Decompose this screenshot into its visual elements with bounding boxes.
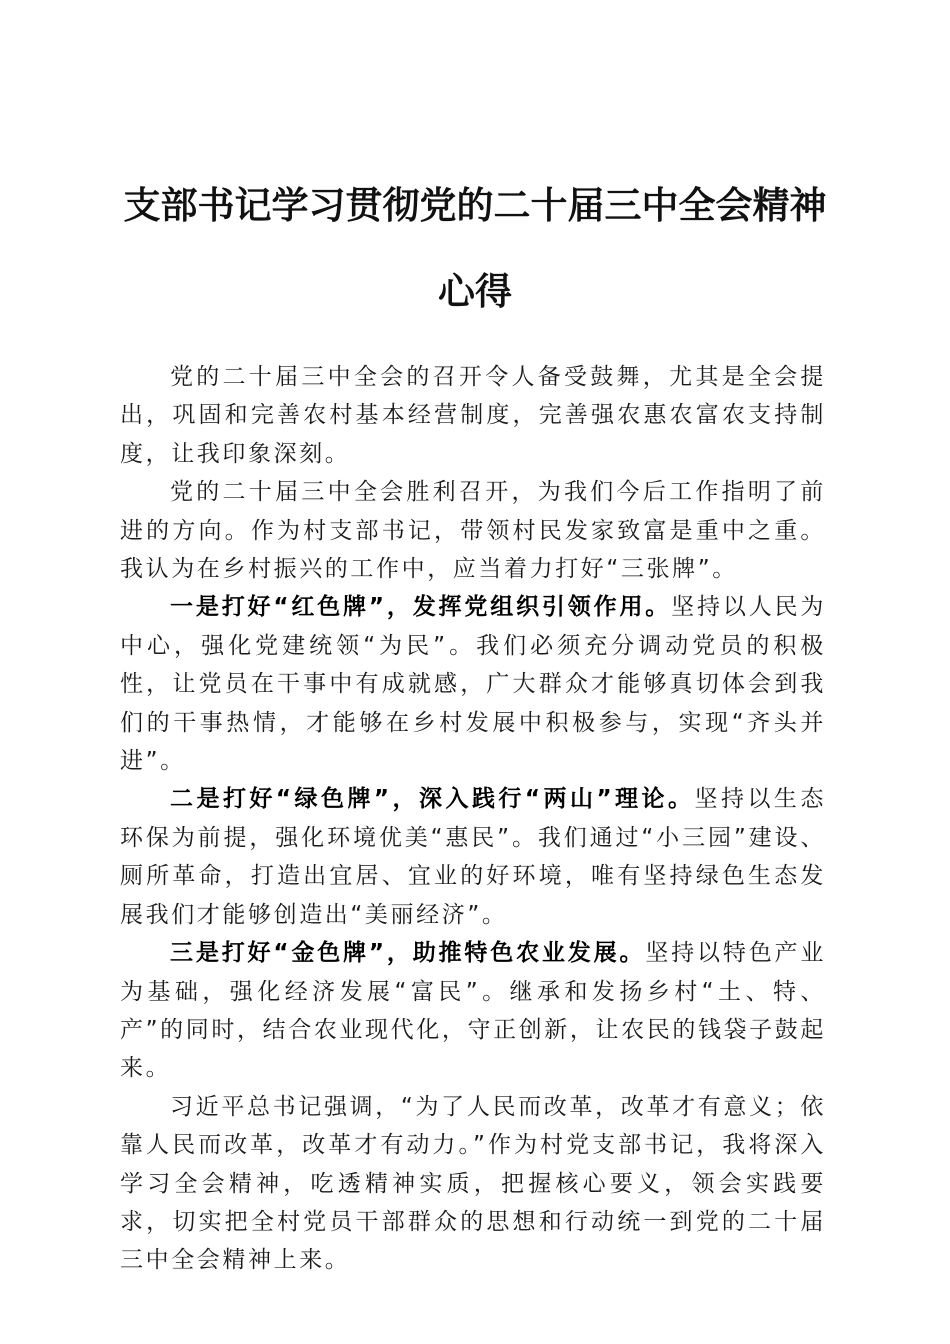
paragraph-1-text: 党的二十届三中全会的召开令人备受鼓舞，尤其是全会提出，巩固和完善农村基本经营制度，完善强农惠农富农支持制度，让我印象深刻。 (120, 364, 826, 467)
paragraph-3 (120, 588, 826, 780)
paragraph-6-text: 习近平总书记强调，“为了人民而改革，改革才有意义；依靠人民而改革，改革才有动力。”作为村党支部书记，我将深入学习全会精神，吃透精神实质，把握核心要义，领会实践要求，切实把全村党员干部群众的思想和行动统一到党的二十届三中全会精神上来。 (120, 1093, 826, 1274)
paragraph-5 (120, 934, 826, 1088)
paragraph-5-text: 坚持以特色产业为基础，强化经济发展“富民”。继承和发扬乡村“土、特、产”的同时，结合农业现代化，守正创新，让农民的钱袋子鼓起来。 (120, 940, 826, 1082)
paragraph-4 (120, 780, 826, 934)
paragraph-3-lead: 一是打好“红色牌”，发挥党组织引领作用。 (170, 594, 672, 621)
paragraph-2 (120, 473, 826, 588)
paragraph-5-lead: 三是打好“金色牌”，助推特色农业发展。 (170, 940, 646, 967)
document-title: 支部书记学习贯彻党的二十届三中全会精神心得 (123, 183, 827, 313)
document-body (120, 358, 826, 1280)
paragraph-4-lead: 二是打好“绿色牌”，深入践行“两山”理论。 (170, 786, 695, 813)
paragraph-3-text: 坚持以人民为中心，强化党建统领“为民”。我们必须充分调动党员的积极性，让党员在干事中有成就感，广大群众才能够真切体会到我们的干事热情，才能够在乡村发展中积极参与，实现“齐头并进”。 (120, 594, 827, 775)
paragraph-2-text: 党的二十届三中全会胜利召开，为我们今后工作指明了前进的方向。作为村支部书记，带领村民发家致富是重中之重。我认为在乡村振兴的工作中，应当着力打好“三张牌”。 (120, 479, 826, 583)
paragraph-4-text: 坚持以生态环保为前提，强化环境优美“惠民”。我们通过“小三园”建设、厕所革命，打造出宜居、宜业的好环境，唯有坚持绿色生态发展我们才能够创造出“美丽经济”。 (120, 786, 826, 928)
paragraph-6 (120, 1088, 826, 1280)
paragraph-1 (120, 358, 826, 473)
